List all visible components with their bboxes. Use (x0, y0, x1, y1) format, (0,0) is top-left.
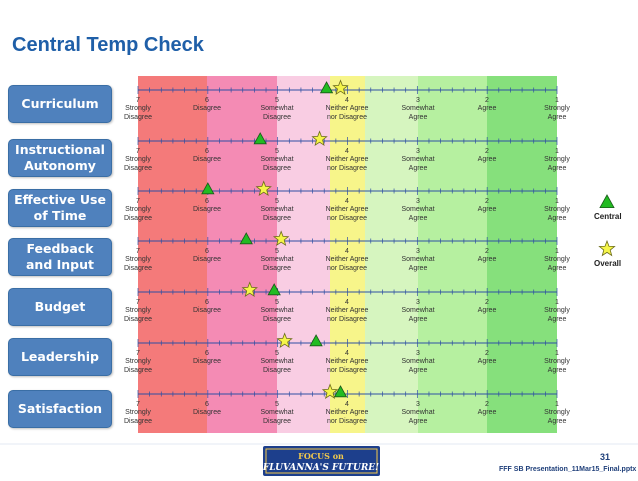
scale-number: 3 (416, 97, 420, 104)
scale-label-line1: Somewhat (260, 105, 294, 112)
scale-number: 1 (555, 350, 559, 357)
category-label: Curriculum (21, 96, 99, 111)
scale-label-line1: Strongly (125, 409, 151, 416)
scale-number: 6 (205, 97, 209, 104)
scale-label-line1: Somewhat (401, 256, 435, 263)
scale-label-line2: nor Disagree (326, 265, 368, 272)
scale-number: 3 (416, 248, 420, 255)
scale-number: 2 (485, 401, 489, 408)
scale-label-line2: Disagree (262, 367, 292, 374)
scale-number: 3 (416, 401, 420, 408)
scale-label-line1: Strongly (544, 307, 570, 314)
scale-label-line1: Somewhat (401, 409, 435, 416)
scale-label-line2: Agree (408, 418, 428, 425)
scale-label-line1: Somewhat (260, 307, 294, 314)
scale-number: 1 (555, 148, 559, 155)
scale-number: 6 (205, 299, 209, 306)
scale-number: 2 (485, 299, 489, 306)
scale-label-line1: Somewhat (401, 105, 435, 112)
scale-number: 7 (136, 198, 140, 205)
scale-label-line2: nor Disagree (326, 316, 368, 323)
legend-central-label: Central (594, 212, 622, 221)
scale-label-line2: nor Disagree (326, 165, 368, 172)
scale-label-line1: Somewhat (260, 358, 294, 365)
scale-label-line2: Disagree (123, 215, 153, 222)
scale-label-line1: Somewhat (401, 358, 435, 365)
page-number: 31 (600, 452, 611, 462)
scale-label-line1: Neither Agree (325, 105, 369, 112)
scale-label-line2: Agree (408, 165, 428, 172)
scale-label-line1: Disagree (192, 307, 222, 314)
scale-band (277, 76, 330, 433)
scale-label-line2: Agree (408, 265, 428, 272)
scale-number: 7 (136, 401, 140, 408)
scale-label-line1: Neither Agree (325, 409, 369, 416)
category-label-line2: Autonomy (24, 158, 96, 173)
scale-number: 6 (205, 148, 209, 155)
scale-number: 1 (555, 198, 559, 205)
category-label: Leadership (20, 349, 100, 364)
legend-central-icon (600, 195, 614, 208)
scale-label-line1: Somewhat (401, 156, 435, 163)
scale-number: 1 (555, 97, 559, 104)
scale-number: 5 (275, 148, 279, 155)
scale-label-line2: Agree (408, 316, 428, 323)
scale-number: 5 (275, 401, 279, 408)
scale-label-line1: Neither Agree (325, 206, 369, 213)
scale-label-line1: Agree (477, 358, 497, 365)
scale-label-line1: Strongly (125, 105, 151, 112)
scale-label-line2: Disagree (262, 418, 292, 425)
scale-label-line1: Neither Agree (325, 156, 369, 163)
scale-label-line1: Somewhat (401, 206, 435, 213)
scale-number: 6 (205, 350, 209, 357)
scale-number: 4 (345, 148, 349, 155)
scale-number: 3 (416, 350, 420, 357)
scale-number: 4 (345, 97, 349, 104)
scale-label-line2: Disagree (262, 215, 292, 222)
scale-label-line1: Somewhat (260, 206, 294, 213)
scale-band (365, 76, 418, 433)
scale-label-line1: Agree (477, 206, 497, 213)
scale-number: 5 (275, 299, 279, 306)
scale-label-line1: Disagree (192, 358, 222, 365)
scale-label-line1: Disagree (192, 206, 222, 213)
scale-label-line1: Agree (477, 256, 497, 263)
scale-number: 7 (136, 350, 140, 357)
scale-number: 1 (555, 299, 559, 306)
scale-label-line1: Agree (477, 307, 497, 314)
scale-label-line2: Disagree (262, 114, 292, 121)
scale-label-line2: Agree (547, 215, 567, 222)
scale-label-line1: Somewhat (260, 256, 294, 263)
scale-label-line1: Strongly (125, 156, 151, 163)
scale-label-line1: Strongly (125, 307, 151, 314)
category-label-line1: Feedback (26, 241, 94, 256)
scale-label-line1: Neither Agree (325, 256, 369, 263)
scale-band (418, 76, 487, 433)
scale-number: 6 (205, 401, 209, 408)
scale-label-line1: Somewhat (260, 156, 294, 163)
scale-label-line1: Strongly (544, 156, 570, 163)
scale-label-line1: Agree (477, 156, 497, 163)
page-title: Central Temp Check (12, 34, 204, 56)
svg-text:FLUVANNA'S FUTURE!: FLUVANNA'S FUTURE! (263, 463, 380, 473)
category-label-line2: of Time (33, 208, 87, 223)
category-label: Budget (34, 299, 86, 314)
scale-label-line2: Agree (408, 215, 428, 222)
scale-label-line1: Neither Agree (325, 358, 369, 365)
scale-number: 1 (555, 248, 559, 255)
scale-label-line2: nor Disagree (326, 367, 368, 374)
scale-label-line2: Disagree (262, 265, 292, 272)
scale-label-line2: Disagree (262, 316, 292, 323)
scale-number: 2 (485, 198, 489, 205)
scale-number: 2 (485, 350, 489, 357)
scale-label-line2: Agree (547, 418, 567, 425)
scale-label-line2: Disagree (123, 265, 153, 272)
scale-number: 2 (485, 248, 489, 255)
scale-number: 1 (555, 401, 559, 408)
scale-number: 4 (345, 198, 349, 205)
scale-label-line2: nor Disagree (326, 114, 368, 121)
scale-label-line1: Agree (477, 105, 497, 112)
legend-overall-label: Overall (594, 259, 622, 268)
scale-band (207, 76, 277, 433)
scale-label-line1: Neither Agree (325, 307, 369, 314)
scale-label-line2: Disagree (123, 316, 153, 323)
scale-label-line2: Agree (547, 367, 567, 374)
svg-text:FOCUS on: FOCUS on (298, 451, 344, 461)
scale-label-line2: Agree (408, 367, 428, 374)
scale-number: 4 (345, 299, 349, 306)
category-label-line1: Effective Use (14, 192, 106, 207)
scale-label-line1: Strongly (544, 206, 570, 213)
scale-number: 6 (205, 198, 209, 205)
scale-label-line1: Disagree (192, 409, 222, 416)
scale-label-line2: nor Disagree (326, 418, 368, 425)
fluvanna-logo (263, 446, 380, 476)
scale-label-line1: Strongly (125, 256, 151, 263)
scale-number: 5 (275, 198, 279, 205)
scale-number: 3 (416, 148, 420, 155)
scale-label-line1: Strongly (544, 409, 570, 416)
scale-label-line1: Strongly (125, 358, 151, 365)
scale-number: 7 (136, 299, 140, 306)
scale-label-line1: Disagree (192, 105, 222, 112)
scale-number: 4 (345, 248, 349, 255)
scale-label-line2: Disagree (262, 165, 292, 172)
scale-band (487, 76, 557, 433)
scale-label-line1: Disagree (192, 156, 222, 163)
scale-number: 6 (205, 248, 209, 255)
scale-number: 3 (416, 198, 420, 205)
scale-number: 7 (136, 148, 140, 155)
scale-label-line2: Agree (408, 114, 428, 121)
scale-number: 7 (136, 97, 140, 104)
scale-number: 5 (275, 248, 279, 255)
scale-label-line1: Strongly (544, 358, 570, 365)
scale-label-line2: Agree (547, 165, 567, 172)
scale-number: 5 (275, 350, 279, 357)
category-label-line2: and Input (25, 257, 94, 272)
scale-number: 4 (345, 401, 349, 408)
scale-label-line1: Strongly (544, 256, 570, 263)
scale-label-line1: Somewhat (401, 307, 435, 314)
scale-label-line2: Agree (547, 316, 567, 323)
legend-overall-icon (599, 241, 614, 255)
scale-label-line1: Disagree (192, 256, 222, 263)
scale-number: 4 (345, 350, 349, 357)
scale-number: 2 (485, 97, 489, 104)
scale-label-line2: nor Disagree (326, 215, 368, 222)
scale-label-line1: Strongly (544, 105, 570, 112)
scale-number: 7 (136, 248, 140, 255)
scale-number: 3 (416, 299, 420, 306)
scale-label-line2: Disagree (123, 114, 153, 121)
scale-label-line2: Agree (547, 265, 567, 272)
category-label-line1: Instructional (15, 142, 105, 157)
scale-label-line2: Disagree (123, 418, 153, 425)
scale-label-line1: Strongly (125, 206, 151, 213)
scale-label-line1: Agree (477, 409, 497, 416)
scale-label-line2: Disagree (123, 165, 153, 172)
scale-label-line2: Agree (547, 114, 567, 121)
scale-band (138, 76, 207, 433)
footer-filename: FFF SB Presentation_11Mar15_Final.pptx (499, 466, 637, 473)
scale-label-line1: Somewhat (260, 409, 294, 416)
scale-number: 2 (485, 148, 489, 155)
scale-label-line2: Disagree (123, 367, 153, 374)
category-label: Satisfaction (17, 401, 103, 416)
scale-number: 5 (275, 97, 279, 104)
